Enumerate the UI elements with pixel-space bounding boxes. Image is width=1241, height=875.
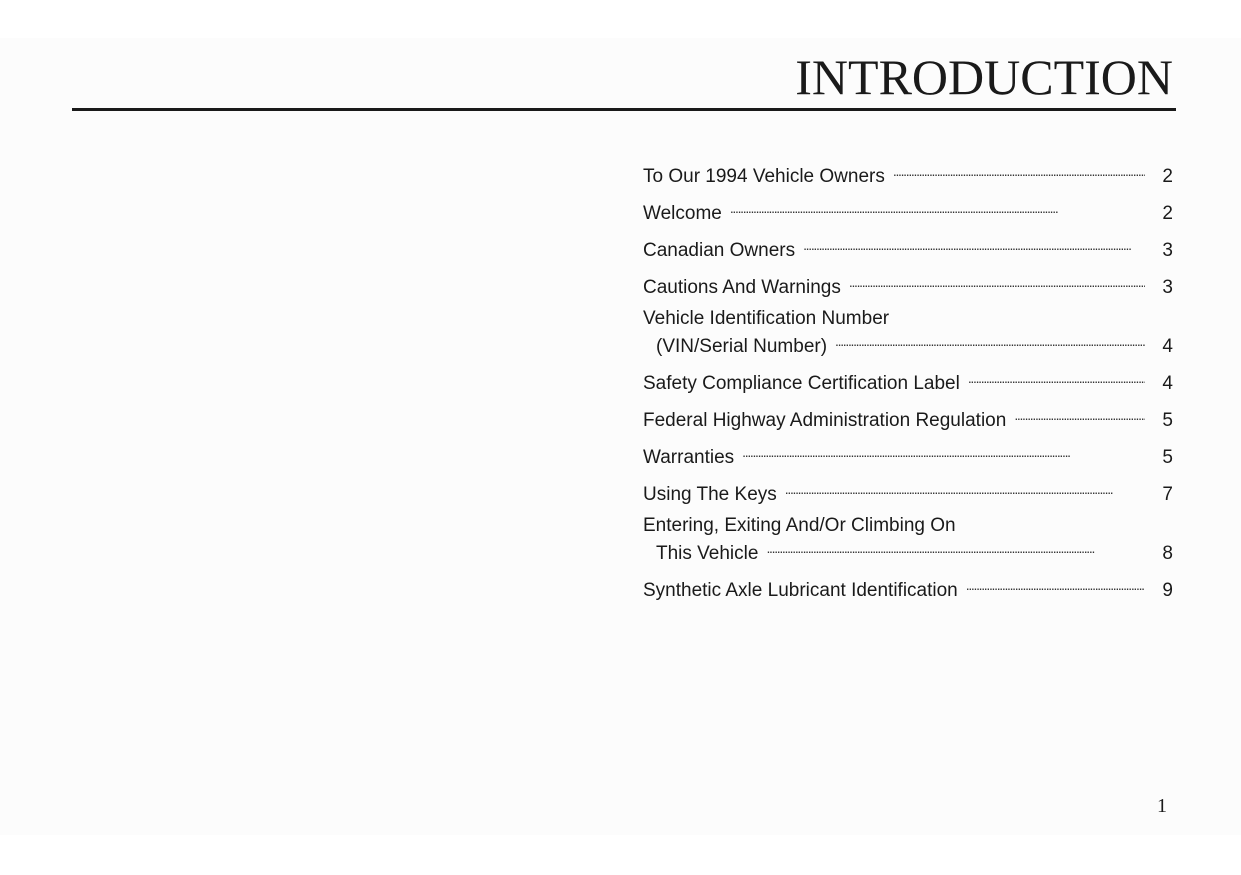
toc-entry	[643, 234, 1173, 262]
toc-entry-page: 9	[1162, 580, 1173, 601]
toc-entry	[643, 308, 1173, 358]
toc-entry	[643, 515, 1173, 565]
dot-leader	[835, 330, 1145, 352]
toc-entry-title: Safety Compliance Certification Label	[643, 373, 960, 394]
dot-leader	[766, 537, 1145, 559]
toc-entry-page: 3	[1162, 277, 1173, 298]
toc-entry-page: 3	[1162, 240, 1173, 261]
toc-entry-title: Canadian Owners	[643, 240, 796, 261]
dot-leader	[849, 271, 1145, 293]
toc-entry-title: Entering, Exiting And/Or Climbing On	[643, 515, 956, 536]
dot-leader	[893, 160, 1145, 182]
toc-entry-title-continued: This Vehicle	[656, 543, 759, 564]
toc-entry	[643, 404, 1173, 432]
toc-entry	[643, 574, 1173, 602]
toc-entry-title-continued: (VIN/Serial Number)	[656, 336, 828, 357]
toc-entry-title: Cautions And Warnings	[643, 277, 841, 298]
page-number: 1	[1157, 795, 1167, 817]
dot-leader	[785, 478, 1145, 500]
dot-leader	[742, 441, 1145, 463]
toc-entry	[643, 160, 1173, 188]
toc-entry-page: 8	[1162, 543, 1173, 564]
toc-entry-page: 4	[1162, 373, 1173, 394]
toc-entry-page: 7	[1162, 484, 1173, 505]
toc-entry-page: 4	[1162, 336, 1173, 357]
toc-entry-title: Warranties	[643, 447, 735, 468]
toc-entry-title: Vehicle Identification Number	[643, 308, 890, 329]
toc-entry	[643, 478, 1173, 506]
dot-leader	[730, 197, 1145, 219]
toc-entry	[643, 197, 1173, 225]
toc-entry-title: Synthetic Axle Lubricant Identification	[643, 580, 958, 601]
toc-entry-title: Welcome	[643, 203, 722, 224]
toc-entry	[643, 271, 1173, 299]
toc-entry-title: Federal Highway Administration Regulation	[643, 410, 1007, 431]
toc-entry-page: 5	[1162, 410, 1173, 431]
table-of-contents	[643, 160, 1173, 611]
toc-entry-page: 2	[1162, 166, 1173, 187]
toc-entry-page: 2	[1162, 203, 1173, 224]
title-rule	[72, 108, 1176, 111]
toc-entry-title: To Our 1994 Vehicle Owners	[643, 166, 885, 187]
toc-entry	[643, 441, 1173, 469]
dot-leader	[803, 234, 1145, 256]
dot-leader	[1014, 404, 1145, 426]
dot-leader	[968, 367, 1145, 389]
page-title: INTRODUCTION	[795, 49, 1173, 105]
dot-leader	[966, 574, 1145, 596]
toc-entry	[643, 367, 1173, 395]
toc-entry-title: Using The Keys	[643, 484, 777, 505]
toc-entry-page: 5	[1162, 447, 1173, 468]
